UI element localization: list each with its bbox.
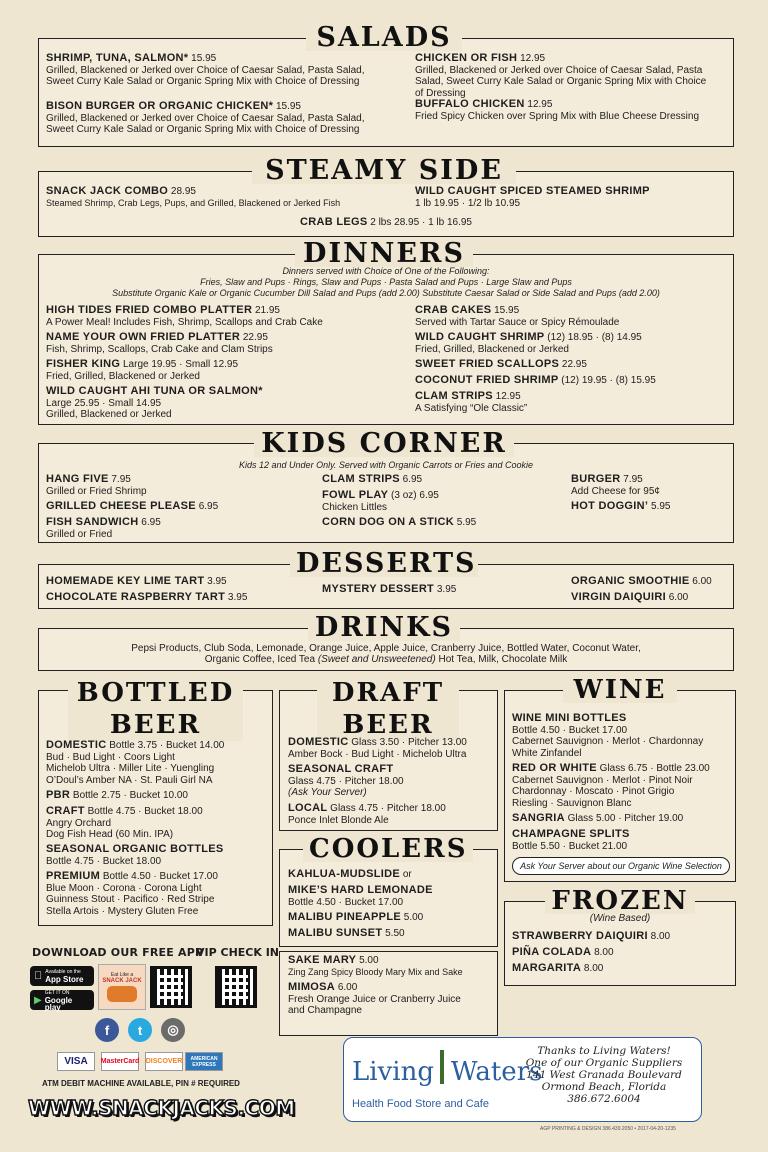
steamy-item: CRAB LEGS 2 lbs 28.95 · 1 lb 16.95: [299, 216, 472, 228]
facebook-icon[interactable]: f: [95, 1018, 119, 1042]
salad-item: BUFFALO CHICKEN 12.95 Fried Spicy Chicken over Spring Mix with Blue Cheese Dressing: [415, 98, 700, 122]
instagram-icon[interactable]: ◎: [161, 1018, 185, 1042]
living-waters-tagline: Health Food Store and Cafe: [352, 1098, 489, 1110]
coolers-item: MIMOSA 6.00 Fresh Orange Juice or Cranberry Juice and Champagne: [288, 981, 461, 1016]
steamy-item: WILD CAUGHT SPICED STEAMED SHRIMP 1 lb 19.95 · 1/2 lb 10.95: [415, 185, 650, 209]
mastercard-icon: MasterCard: [101, 1052, 139, 1071]
dinner-item: NAME YOUR OWN FRIED PLATTER 22.95 Fish, Shrimp, Scallops, Crab Cake and Clam Strips: [46, 331, 273, 355]
dessert-item: HOMEMADE KEY LIME TART 3.95: [46, 575, 227, 587]
dinner-item: HIGH TIDES FRIED COMBO PLATTER 21.95 A Power Meal! Includes Fish, Shrimp, Scallops and Crab Cake: [46, 304, 323, 328]
bus-icon: [107, 986, 137, 1002]
app-store-badge[interactable]: Available on the App Store: [30, 966, 94, 986]
kids-item: CORN DOG ON A STICK 5.95: [322, 516, 477, 528]
coolers-item: MALIBU SUNSET 5.50: [288, 927, 405, 939]
snack-jack-app-icon[interactable]: Eat Like a SNACK JACK: [98, 964, 146, 1010]
kids-item: CLAM STRIPS 6.95: [322, 473, 423, 485]
dessert-item: MYSTERY DESSERT 3.95: [322, 583, 457, 595]
kids-item: FOWL PLAY (3 oz) 6.95 Chicken Littles: [322, 489, 439, 513]
amex-card-icon: AMERICAN EXPRESS: [185, 1052, 223, 1071]
dessert-item: ORGANIC SMOOTHIE 6.00: [571, 575, 712, 587]
desserts-title: DESSERTS: [290, 550, 478, 577]
draft-beer-title: DRAFT BEER: [317, 677, 459, 741]
kids-item: GRILLED CHEESE PLEASE 6.95: [46, 500, 219, 512]
drinks-title: DRINKS: [308, 614, 460, 641]
twitter-icon[interactable]: t: [128, 1018, 152, 1042]
app-qr-code[interactable]: [150, 966, 192, 1008]
wine-item: CHAMPAGNE SPLITS Bottle 5.50 · Bucket 21.00: [512, 828, 630, 852]
google-play-badge[interactable]: ▶ GET IT ON Google play: [30, 990, 94, 1010]
atm-note: ATM DEBIT MACHINE AVAILABLE, PIN # REQUIRED: [42, 1079, 240, 1088]
coolers-item: MIKE’S HARD LEMONADE Bottle 4.50 · Bucket 17.00: [288, 884, 433, 908]
dinner-item: FISHER KING Large 19.95 · Small 12.95 Fried, Grilled, Blackened or Jerked: [46, 358, 239, 382]
kids-item: BURGER 7.95 Add Cheese for 95¢: [571, 473, 660, 497]
draft-item: DOMESTIC Glass 3.50 · Pitcher 13.00 Amber Bock · Bud Light · Michelob Ultra: [288, 736, 467, 760]
bottled-beer-title: BOTTLED BEER: [68, 677, 243, 741]
coolers-item: MALIBU PINEAPPLE 5.00: [288, 911, 424, 923]
kids-item: FISH SANDWICH 6.95 Grilled or Fried: [46, 516, 161, 540]
frozen-title: FROZEN: [545, 888, 695, 914]
living-waters-logo: Living Waters: [352, 1050, 542, 1087]
salad-item: BISON BURGER OR ORGANIC CHICKEN* 15.95 Grilled, Blackened or Jerked over Choice of Caesar Salad, Pasta Salad, Sweet Curry Kale Salad or Organic Spring Mix with Choice of Dressing: [46, 100, 365, 135]
wine-item: WINE MINI BOTTLES Bottle 4.50 · Bucket 17.00 Cabernet Sauvignon · Merlot · Chardonnay White Zinfandel: [512, 712, 704, 759]
frozen-item: STRAWBERRY DAIQUIRI 8.00: [512, 930, 671, 942]
frozen-item: PIÑA COLADA 8.00: [512, 946, 614, 958]
coolers-item: KAHLUA-MUDSLIDE or: [288, 868, 412, 880]
dinners-note: Dinners served with Choice of One of the Following: Fries, Slaw and Pups · Rings, Slaw and Pups · Pasta Salad and Pups · Large Slaw and Pups Substitute Organic Kale or Organic Cucumber Dill Salad and Pups (add 2.00) Substitute Caesar Salad or Side Salad and Pups (add 2.00): [112, 266, 660, 298]
salad-item: SHRIMP, TUNA, SALMON* 15.95 Grilled, Blackened or Jerked over Choice of Caesar Salad, Pasta Salad, Sweet Curry Kale Salad or Organic Spring Mix with Choice of Dressing: [46, 52, 365, 87]
drinks-list: Pepsi Products, Club Soda, Lemonade, Orange Juice, Apple Juice, Cranberry Juice, Bottled Water, Coconut Water, Organic Coffee, Iced Tea (Sweet and Unsweetened) Hot Tea, Milk, Chocolate Milk: [131, 643, 641, 665]
kids-item: HOT DOGGIN’ 5.95: [571, 500, 671, 512]
bottled-item: SEASONAL ORGANIC BOTTLES Bottle 4.75 · Bucket 18.00: [46, 843, 224, 867]
dessert-item: VIRGIN DAIQUIRI 6.00: [571, 591, 689, 603]
wheat-icon: [440, 1050, 444, 1084]
bottled-item: PBR Bottle 2.75 · Bucket 10.00: [46, 789, 188, 801]
coolers-title: COOLERS: [303, 836, 473, 862]
coolers-item: SAKE MARY 5.00 Zing Zang Spicy Bloody Mary Mix and Sake: [288, 954, 463, 977]
kids-corner-title: KIDS CORNER: [254, 430, 514, 457]
visa-card-icon: VISA: [57, 1052, 95, 1071]
wine-note: Ask Your Server about our Organic Wine Selection: [512, 857, 730, 875]
living-waters-info: Thanks to Living Waters! One of our Organic Suppliers 141 West Granada Boulevard Ormond Beach, Florida 386.672.6004: [525, 1045, 683, 1105]
dinner-item: CLAM STRIPS 12.95 A Satisfying “Ole Classic”: [415, 390, 528, 414]
wine-item: RED OR WHITE Glass 6.75 · Bottle 23.00 Cabernet Sauvignon · Merlot · Pinot Noir Chardonnay · Moscato · Pinot Grigio Riesling · Sauvignon Blanc: [512, 762, 710, 809]
bottled-item: DOMESTIC Bottle 3.75 · Bucket 14.00 Bud · Bud Light · Coors Light Michelob Ultra · Miller Lite · Yuengling O’Doul’s Amber NA · St. Pauli Girl NA: [46, 739, 225, 786]
wine-title: WINE: [563, 677, 677, 703]
dinner-item: CRAB CAKES 15.95 Served with Tartar Sauce or Spicy Rémoulade: [415, 304, 620, 328]
kids-item: HANG FIVE 7.95 Grilled or Fried Shrimp: [46, 473, 147, 497]
salad-item: CHICKEN OR FISH 12.95 Grilled, Blackened or Jerked over Choice of Caesar Salad, Pasta Salad, Sweet Curry Kale Salad or Organic Spring Mix with Choice of Dressing: [415, 52, 707, 99]
vip-qr-code[interactable]: [215, 966, 257, 1008]
salads-title: SALADS: [306, 24, 462, 51]
dinner-item: WILD CAUGHT AHI TUNA OR SALMON* Large 25.95 · Small 14.95 Grilled, Blackened or Jerked: [46, 385, 263, 420]
print-credit: AGP PRINTING & DESIGN 386.439.2050 • 2017-04-20-1235: [540, 1126, 676, 1132]
vip-check-in-label: VIP CHECK IN: [196, 946, 280, 959]
draft-item: LOCAL Glass 4.75 · Pitcher 18.00 Ponce Inlet Blonde Ale: [288, 802, 446, 826]
kids-note: Kids 12 and Under Only. Served with Organic Carrots or Fries and Cookie: [239, 460, 533, 470]
bottled-item: PREMIUM Bottle 4.50 · Bucket 17.00 Blue Moon · Corona · Corona Light Guinness Stout · Pacifico · Red Stripe Stella Artois · Mystery Gluten Free: [46, 870, 218, 917]
frozen-subtitle: (Wine Based): [589, 913, 651, 924]
dessert-item: CHOCOLATE RASPBERRY TART 3.95: [46, 591, 248, 603]
download-app-label: DOWNLOAD OUR FREE APP: [32, 946, 204, 959]
steamy-side-title: STEAMY SIDE: [252, 157, 516, 184]
apple-icon: [34, 970, 42, 982]
wine-item: SANGRIA Glass 5.00 · Pitcher 19.00: [512, 812, 684, 824]
website-link[interactable]: WWW.SNACKJACKS.COM: [28, 1096, 295, 1120]
bottled-item: CRAFT Bottle 4.75 · Bucket 18.00 Angry Orchard Dog Fish Head (60 Min. IPA): [46, 805, 203, 840]
frozen-item: MARGARITA 8.00: [512, 962, 604, 974]
dinner-item: COCONUT FRIED SHRIMP (12) 19.95 · (8) 15.95: [415, 374, 656, 386]
steamy-item: SNACK JACK COMBO 28.95 Steamed Shrimp, Crab Legs, Pups, and Grilled, Blackened or Jerked Fish: [46, 185, 341, 208]
play-icon: ▶: [34, 994, 42, 1006]
dinner-item: WILD CAUGHT SHRIMP (12) 18.95 · (8) 14.95 Fried, Grilled, Blackened or Jerked: [415, 331, 642, 355]
draft-item: SEASONAL CRAFT Glass 4.75 · Pitcher 18.00 (Ask Your Server): [288, 763, 404, 798]
dinner-item: SWEET FRIED SCALLOPS 22.95: [415, 358, 587, 370]
discover-card-icon: DISCOVER: [145, 1052, 183, 1071]
dinners-title: DINNERS: [295, 240, 473, 267]
